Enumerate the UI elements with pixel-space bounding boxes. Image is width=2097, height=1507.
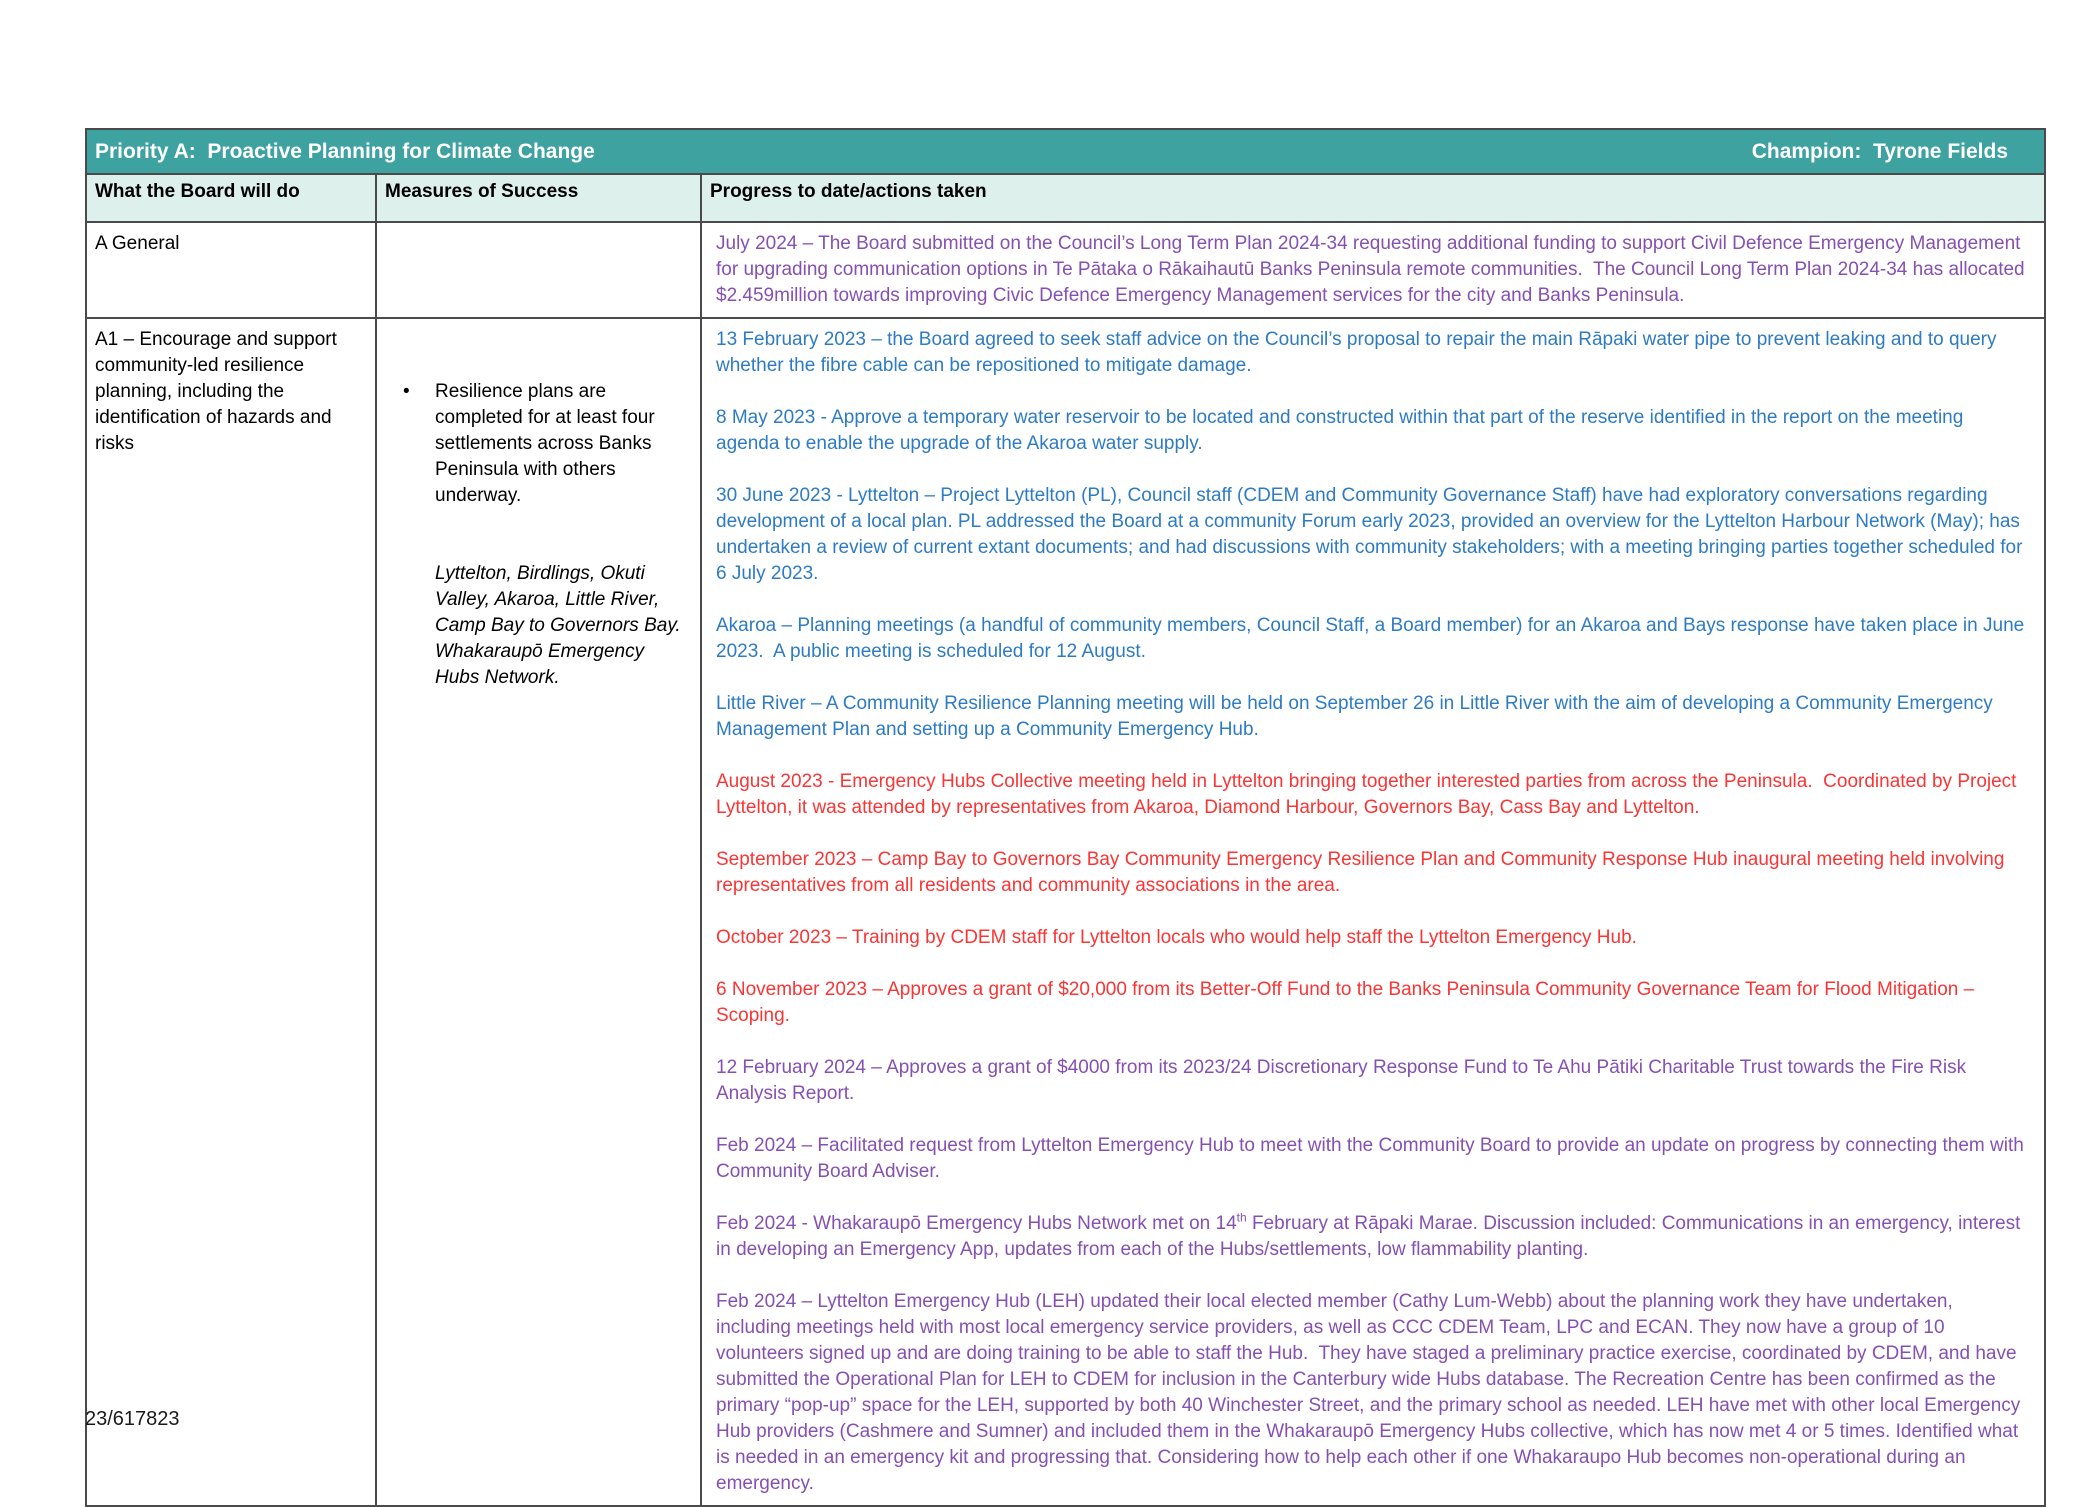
progress-paragraph: October 2023 – Training by CDEM staff for Lyttelton locals who would help staff the Lyttelton Emergency Hub. (716, 927, 1637, 948)
champion-label: Champion: Tyrone Fields (1751, 139, 2008, 163)
progress-paragraph: Feb 2024 – Facilitated request from Lyttelton Emergency Hub to meet with the Community Board to provide an update on progress by connecting them with Community Board Adviser. (716, 1135, 2030, 1182)
column-header-what: What the Board will do (86, 174, 376, 222)
measure-bullet-text: Resilience plans are completed for at least four settlements across Banks Peninsula with others underway. (435, 381, 660, 506)
progress-paragraph: 6 November 2023 – Approves a grant of $20,000 from its Better-Off Fund to the Banks Peninsula Community Governance Team for Flood Mitigation – Scoping. (716, 979, 1980, 1026)
progress-paragraph: 30 June 2023 - Lyttelton – Project Lyttelton (PL), Council staff (CDEM and Community Governance Staff) have had exploratory conversations regarding development of a local plan. PL addressed the Board at a community Forum early 2023, provided an overview for the Lyttelton Harbour Network (May); has undertaken a review of current extant documents; and had discussions with community stakeholders; with a meeting bringing parties together scheduled for 6 July 2023. (716, 485, 2028, 584)
measure-note-line: Whakaraupō Emergency Hubs Network. (435, 641, 650, 688)
progress-paragraph: July 2024 – The Board submitted on the Council’s Long Term Plan 2024-34 requesting additional funding to support Civil Defence Emergency Management for upgrading communication options in Te Pātaka o Rākaihautū Banks Peninsula remote communities. The Council Long Term Plan 2024-34 has allocated $2.459million towards improving Civic Defence Emergency Management services for the city and Banks Peninsula. (716, 233, 2030, 306)
progress-paragraph: 12 February 2024 – Approves a grant of $4000 from its 2023/24 Discretionary Response Fund to Te Ahu Pātiki Charitable Trust towards the Fire Risk Analysis Report. (716, 1057, 1971, 1104)
table-title: Priority A: Proactive Planning for Climate Change (95, 139, 595, 163)
table-row-general (86, 222, 2045, 318)
progress-paragraph: Feb 2024 - Whakaraupō Emergency Hubs Network met on 14th February at Rāpaki Marae. Discussion included: Communications in an emergency, interest in developing an Emergency App, updates from each of the Hubs/settlements, low flammability planting. (716, 1210, 2026, 1260)
column-header-progress: Progress to date/actions taken (701, 174, 2045, 222)
bullet-icon: • (403, 381, 410, 402)
progress-paragraph: Little River – A Community Resilience Planning meeting will be held on September 26 in Little River with the aim of developing a Community Emergency Management Plan and setting up a Community Emergency Hub. (716, 693, 1999, 740)
priority-a-table (85, 128, 2046, 1507)
measures-cell-general (376, 222, 701, 318)
what-cell-general: A General (86, 222, 376, 318)
measure-note-line: Lyttelton, Birdlings, Okuti Valley, Akaroa, Little River, Camp Bay to Governors Bay. (435, 563, 681, 636)
progress-paragraph: August 2023 - Emergency Hubs Collective meeting held in Lyttelton bringing together interested parties from across the Peninsula. Coordinated by Project Lyttelton, it was attended by representatives from Akaroa, Diamond Harbour, Governors Bay, Cass Bay and Lyttelton. (716, 771, 2022, 818)
progress-cell-a1 (701, 318, 2045, 1506)
progress-paragraph: 13 February 2023 – the Board agreed to seek staff advice on the Council’s proposal to repair the main Rāpaki water pipe to prevent leaking and to query whether the fibre cable can be repositioned to mitigate damage. (716, 329, 2002, 376)
column-header-measures: Measures of Success (376, 174, 701, 222)
measure-notes (385, 561, 692, 691)
document-reference: 23/617823 (85, 1408, 180, 1430)
title-row (86, 129, 2045, 174)
progress-paragraph: September 2023 – Camp Bay to Governors Bay Community Emergency Resilience Plan and Community Response Hub inaugural meeting held involving representatives from all residents and community associations in the area. (716, 849, 2010, 896)
measure-bullet-item (385, 379, 692, 509)
what-cell-a1: A1 – Encourage and support community-led resilience planning, including the identification of hazards and risks (86, 318, 376, 1506)
progress-paragraph: 8 May 2023 - Approve a temporary water reservoir to be located and constructed within that part of the reserve identified in the report on the meeting agenda to enable the upgrade of the Akaroa water supply. (716, 407, 1969, 454)
measures-cell-a1 (376, 318, 701, 1506)
table-row-a1 (86, 318, 2045, 1506)
column-header-row (86, 174, 2045, 222)
progress-paragraph: Feb 2024 – Lyttelton Emergency Hub (LEH) updated their local elected member (Cathy Lum-Webb) about the planning work they have undertaken, including meetings held with most local emergency service providers, as well as CCC CDEM Team, LPC and ECAN. They now have a group of 10 volunteers signed up and are doing training to be able to staff the Hub. They have staged a preliminary practice exercise, coordinated by CDEM, and have submitted the Operational Plan for LEH to CDEM for inclusion in the Canterbury wide Hubs database. The Recreation Centre has been confirmed as the primary “pop-up” space for the LEH, supported by both 40 Winchester Street, and the primary school as needed. LEH have met with other local Emergency Hub providers (Cashmere and Sumner) and included them in the Whakaraupō Emergency Hubs collective, which has now met 4 or 5 times. Identified what is needed in an emergency kit and progressing that. Considering how to help each other if one Whakaraupo Hub becomes non-operational during an emergency. (716, 1291, 2026, 1494)
title-band (86, 129, 2045, 174)
progress-cell-general (701, 222, 2045, 318)
progress-paragraph: Akaroa – Planning meetings (a handful of community members, Council Staff, a Board member) for an Akaroa and Bays response have taken place in June 2023. A public meeting is scheduled for 12 August. (716, 615, 2030, 662)
